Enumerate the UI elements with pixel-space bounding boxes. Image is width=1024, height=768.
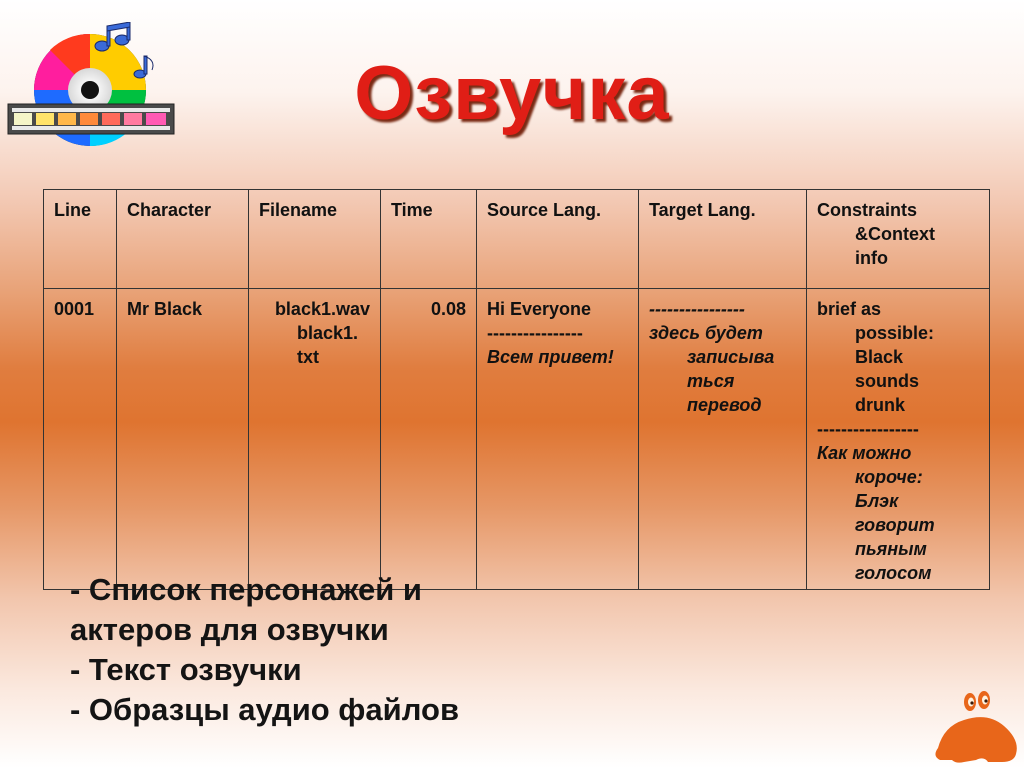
cell-time: 0.08 [381, 289, 477, 590]
bullet-item: - Список персонажей и [70, 572, 422, 607]
header-constraints: Constraints &Context info [807, 190, 990, 289]
voiceover-table [43, 189, 990, 590]
bullet-list [70, 570, 459, 730]
bullet-item: - Текст озвучки [70, 652, 302, 687]
orange-blob-mascot-icon [930, 690, 1022, 766]
header-target-lang: Target Lang. [639, 190, 807, 289]
header-line: Line [44, 190, 117, 289]
header-filename: Filename [249, 190, 381, 289]
cell-line: 0001 [44, 289, 117, 590]
header-source-lang: Source Lang. [477, 190, 639, 289]
header-character: Character [117, 190, 249, 289]
bullet-item: - Образцы аудио файлов [70, 692, 459, 727]
cell-filename: black1.wav black1. txt [249, 289, 381, 590]
slide-title: Озвучка [354, 51, 670, 136]
header-time: Time [381, 190, 477, 289]
cell-character: Mr Black [117, 289, 249, 590]
cell-target: ---------------- здесь будет записыва ться перевод [639, 289, 807, 590]
table-header-row [44, 190, 990, 289]
bullet-item: актеров для озвучки [70, 612, 389, 647]
cell-source: Hi Everyone ---------------- Всем привет! [477, 289, 639, 590]
table-row [44, 289, 990, 590]
cell-constraints: brief as possible: Black sounds drunk ----------------- Как можно короче: Блэк говорит пьяным голосом [807, 289, 990, 590]
